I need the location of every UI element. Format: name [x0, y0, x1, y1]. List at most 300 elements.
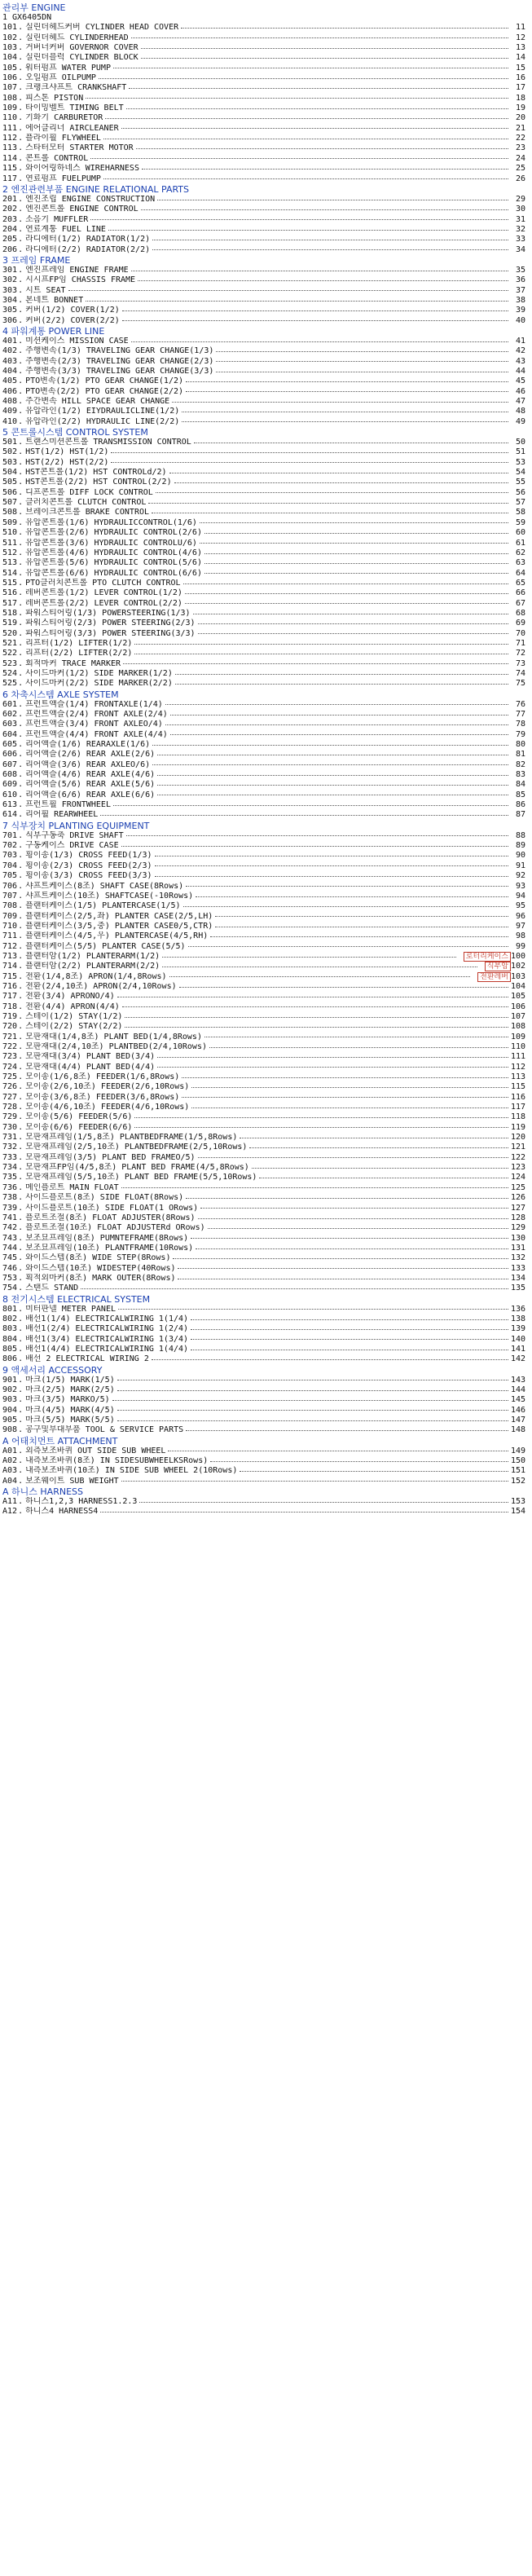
number-separator: . — [18, 1143, 24, 1152]
entry-number: 717 — [2, 992, 18, 1002]
dot-leader — [200, 522, 508, 523]
entry-number: 509 — [2, 517, 18, 527]
toc-entry[interactable] — [2, 235, 525, 244]
entry-title: 사이드마커(1/2) SIDE MARKER(1/2) — [25, 668, 173, 678]
toc-entry[interactable] — [2, 669, 525, 679]
entry-number: 602 — [2, 710, 18, 719]
toc-entry[interactable] — [2, 1305, 525, 1314]
dot-leader — [169, 976, 471, 977]
entry-number: 109 — [2, 103, 18, 113]
entry-number: 804 — [2, 1334, 18, 1344]
page-number: 40 — [515, 315, 525, 325]
number-separator: . — [18, 367, 24, 376]
toc-entry[interactable] — [2, 1093, 525, 1103]
toc-entry[interactable] — [2, 1052, 525, 1062]
number-separator: . — [18, 881, 24, 891]
toc-entry[interactable] — [2, 306, 525, 315]
entry-title: 주간변속 HILL SPACE GEAR CHANGE — [25, 397, 170, 407]
toc-entry[interactable] — [2, 478, 525, 487]
toc-entry[interactable] — [2, 922, 525, 931]
section-title: 6 차축시스템 AXLE SYSTEM — [2, 689, 119, 700]
toc-entry[interactable] — [2, 649, 525, 658]
toc-entry[interactable] — [2, 1012, 525, 1022]
toc-entry[interactable] — [2, 1456, 525, 1466]
toc-entry[interactable] — [2, 468, 525, 478]
toc-entry[interactable] — [2, 982, 525, 992]
number-separator: . — [18, 1122, 24, 1132]
toc-entry[interactable] — [2, 1345, 525, 1354]
entry-title: 샤프트케이스(8조) SHAFT CASE(8Rows) — [25, 881, 184, 891]
page-number: 16 — [515, 73, 525, 83]
number-separator: . — [18, 548, 24, 557]
entry-number: 802 — [2, 1314, 18, 1323]
page-number: 131 — [510, 1243, 525, 1253]
entry-number: 716 — [2, 981, 18, 991]
toc-entry[interactable] — [2, 1335, 525, 1345]
toc-entry[interactable] — [2, 508, 525, 517]
toc-entry[interactable] — [2, 266, 525, 275]
entry-number: 724 — [2, 1062, 18, 1072]
toc-entry[interactable] — [2, 539, 525, 548]
toc-entry[interactable] — [2, 1033, 525, 1042]
toc-entry[interactable] — [2, 1497, 525, 1507]
toc-entry[interactable] — [2, 800, 525, 810]
toc-entry[interactable] — [2, 94, 525, 103]
toc-entry[interactable] — [2, 376, 525, 386]
toc-entry[interactable] — [2, 215, 525, 225]
page-number: 25 — [515, 164, 525, 174]
page-number: 122 — [510, 1152, 525, 1162]
toc-entry[interactable] — [2, 1274, 525, 1284]
page-number: 97 — [515, 921, 525, 931]
toc-entry[interactable] — [2, 458, 525, 468]
toc-entry[interactable] — [2, 1234, 525, 1244]
toc-entry[interactable] — [2, 154, 525, 164]
toc-entry[interactable] — [2, 174, 525, 184]
toc-entry[interactable] — [2, 1193, 525, 1203]
dot-leader — [136, 148, 508, 149]
entry-title: 모판재프레임(3/5) PLANT BED FRAMEO/5) — [25, 1152, 196, 1162]
dot-leader — [125, 1027, 508, 1028]
page-number: 68 — [515, 608, 525, 618]
toc-entry[interactable] — [2, 124, 525, 134]
toc-entry[interactable] — [2, 83, 525, 93]
toc-entry[interactable] — [2, 679, 525, 689]
toc-entry[interactable] — [2, 1284, 525, 1293]
number-separator: . — [18, 992, 24, 1002]
toc-entry[interactable] — [2, 195, 525, 205]
toc-entry[interactable] — [2, 1385, 525, 1395]
number-separator: . — [18, 376, 24, 386]
number-separator: . — [18, 1284, 24, 1293]
entry-number: 714 — [2, 962, 18, 971]
toc-entry[interactable] — [2, 700, 525, 710]
number-separator: . — [18, 649, 24, 658]
entry-number: 406 — [2, 386, 18, 396]
page-number: 90 — [515, 851, 525, 861]
page-number: 142 — [510, 1354, 525, 1364]
toc-entry[interactable] — [2, 1466, 525, 1476]
entry-title: 실린더헤드커버 CYLINDER HEAD COVER — [25, 23, 179, 33]
entry-title: 스테이(1/2) STAY(1/2) — [25, 1011, 123, 1021]
toc-entry[interactable] — [2, 931, 525, 941]
number-separator: . — [18, 800, 24, 810]
toc-entry[interactable] — [2, 851, 525, 861]
toc-entry[interactable] — [2, 1314, 525, 1324]
toc-entry[interactable] — [2, 164, 525, 174]
number-separator: . — [18, 214, 24, 224]
number-separator: . — [18, 1243, 24, 1253]
entry-number: 608 — [2, 770, 18, 780]
toc-entry[interactable] — [2, 639, 525, 649]
page-number: 126 — [510, 1193, 525, 1203]
toc-entry[interactable] — [2, 810, 525, 820]
entry-title: 플랜터케이스(1/5) PLANTERCASE(1/5) — [25, 901, 181, 911]
toc-entry[interactable] — [2, 296, 525, 306]
entry-number: 806 — [2, 1354, 18, 1364]
entry-number: 707 — [2, 891, 18, 900]
toc-entry[interactable] — [2, 447, 525, 457]
entry-title: 주행변속(3/3) TRAVELING GEAR CHANGE(3/3) — [25, 367, 214, 376]
entry-title: 거버너커버 GOVERNOR COVER — [25, 43, 138, 53]
entry-number: 510 — [2, 528, 18, 538]
dot-leader — [122, 1006, 508, 1007]
toc-entry[interactable] — [2, 992, 525, 1002]
entry-number: 516 — [2, 588, 18, 598]
toc-entry[interactable] — [2, 134, 525, 143]
dot-leader — [204, 563, 508, 564]
page-number: 99 — [515, 941, 525, 951]
entry-title: 플랜터케이스(3/5,중) PLANTER CASE0/5,CTR) — [25, 921, 213, 931]
number-separator: . — [18, 1011, 24, 1021]
toc-entry[interactable] — [2, 498, 525, 508]
toc-entry[interactable] — [2, 518, 525, 528]
toc-entry[interactable] — [2, 528, 525, 538]
toc-entry[interactable] — [2, 1042, 525, 1052]
toc-entry[interactable] — [2, 64, 525, 73]
entry-title: 리프터(1/2) LIFTER(1/2) — [25, 638, 133, 648]
page-number: 153 — [510, 1497, 525, 1507]
toc-entry[interactable] — [2, 103, 525, 113]
dot-leader — [118, 1309, 508, 1310]
toc-entry[interactable] — [2, 1123, 525, 1133]
number-separator: . — [18, 73, 24, 83]
toc-entry[interactable] — [2, 43, 525, 53]
toc-entry[interactable] — [2, 1447, 525, 1456]
dot-leader — [121, 1481, 508, 1482]
toc-entry[interactable] — [2, 397, 525, 407]
entry-number: A01 — [2, 1446, 18, 1455]
page-number: 29 — [515, 194, 525, 204]
page-number: 37 — [515, 285, 525, 295]
toc-entry[interactable] — [2, 1253, 525, 1263]
page-number: 86 — [515, 800, 525, 810]
number-separator: . — [18, 306, 24, 315]
number-separator: . — [18, 1476, 24, 1486]
toc-entry[interactable] — [2, 1133, 525, 1143]
dot-leader — [121, 1187, 508, 1188]
page-number: 109 — [510, 1032, 525, 1041]
toc-entry[interactable] — [2, 1477, 525, 1486]
entry-title: 기화기 CARBURETOR — [25, 113, 103, 123]
dot-leader — [182, 1077, 508, 1078]
toc-entry[interactable] — [2, 1213, 525, 1223]
entry-number: 904 — [2, 1405, 18, 1415]
number-separator: . — [18, 941, 24, 951]
entry-title: 모이송(4/6,10조) FEEDER(4/6,10Rows) — [25, 1103, 190, 1112]
entry-title: 모판재대(1/4,8조) PLANT BED(1/4,8Rows) — [25, 1032, 202, 1041]
toc-entry[interactable] — [2, 1264, 525, 1274]
toc-entry[interactable] — [2, 790, 525, 800]
toc-entry[interactable] — [2, 1163, 525, 1173]
dot-leader — [155, 876, 508, 877]
page-number: 106 — [510, 1002, 525, 1011]
toc-entry[interactable] — [2, 831, 525, 841]
number-separator: . — [18, 971, 24, 981]
entry-title: 플랜터케이스(5/5) PLANTER CASE(5/5) — [25, 941, 186, 951]
number-separator: . — [18, 1425, 24, 1435]
toc-entry[interactable] — [2, 720, 525, 729]
entry-title: 전환(4/4) APRON(4/4) — [25, 1002, 120, 1011]
number-separator: . — [18, 1173, 24, 1182]
toc-entry[interactable] — [2, 488, 525, 498]
page-number: 42 — [515, 346, 525, 356]
entry-title: 보조웨이트 SUB WEIGHT — [25, 1476, 119, 1486]
toc-entry[interactable] — [2, 438, 525, 447]
number-separator: . — [18, 861, 24, 870]
number-separator: . — [18, 628, 24, 638]
toc-entry[interactable] — [2, 1153, 525, 1163]
entry-number: 905 — [2, 1416, 18, 1425]
page-number: 134 — [510, 1273, 525, 1283]
toc-entry[interactable] — [2, 23, 525, 33]
toc-entry[interactable] — [2, 740, 525, 750]
toc-entry[interactable] — [2, 629, 525, 639]
dot-leader — [139, 1502, 508, 1503]
entry-title: 플랜터암(1/2) PLANTERARM(1/2) — [25, 951, 160, 961]
toc-entry[interactable] — [2, 245, 525, 255]
toc-entry[interactable] — [2, 387, 525, 397]
number-separator: . — [18, 1324, 24, 1334]
dot-leader — [191, 1319, 508, 1320]
page-number: 93 — [515, 881, 525, 891]
toc-entry[interactable] — [2, 1072, 525, 1082]
toc-entry[interactable] — [2, 1425, 525, 1435]
dot-leader — [183, 906, 508, 907]
toc-entry[interactable] — [2, 892, 525, 901]
toc-entry[interactable] — [2, 286, 525, 296]
toc-entry[interactable] — [2, 861, 525, 871]
dot-leader — [99, 78, 508, 79]
toc-entry[interactable] — [2, 548, 525, 558]
toc-entry[interactable] — [2, 1082, 525, 1092]
dot-leader — [216, 351, 508, 352]
toc-entry[interactable] — [2, 599, 525, 609]
toc-entry[interactable] — [2, 659, 525, 669]
entry-title: 미션케이스 MISSION CASE — [25, 336, 129, 346]
number-separator: . — [18, 1385, 24, 1394]
toc-entry[interactable] — [2, 1103, 525, 1112]
entry-title: 플로트조절(8조) FLOAT ADJUSTER(8Rows) — [25, 1213, 196, 1222]
toc-entry[interactable] — [2, 367, 525, 376]
toc-entry[interactable] — [2, 1002, 525, 1012]
page-number: 88 — [515, 830, 525, 840]
dot-leader — [125, 1017, 508, 1018]
toc-entry[interactable] — [2, 588, 525, 598]
toc-entry[interactable] — [2, 1244, 525, 1253]
toc-entry[interactable] — [2, 1063, 525, 1072]
entry-title: 커버(2/2) COVER(2/2) — [25, 315, 120, 325]
dot-leader — [86, 98, 508, 99]
entry-title: 유압콘트롤(5/6) HYDRAULIC CONTROL(5/6) — [25, 558, 202, 568]
entry-number: 727 — [2, 1092, 18, 1102]
toc-entry[interactable] — [2, 770, 525, 780]
toc-entry[interactable] — [2, 143, 525, 153]
toc-entry[interactable] — [2, 1173, 525, 1182]
number-separator: . — [18, 638, 24, 648]
toc-entry[interactable] — [2, 952, 525, 962]
toc-entry[interactable] — [2, 225, 525, 235]
toc-entry[interactable] — [2, 1406, 525, 1416]
page-number: 130 — [510, 1233, 525, 1243]
entry-number: 722 — [2, 1042, 18, 1051]
entry-title: 모판재프FP임(4/5,8조) PLANT BED FRAME(4/5,8Rows) — [25, 1163, 249, 1173]
toc-entry[interactable] — [2, 972, 525, 982]
number-separator: . — [18, 1233, 24, 1243]
number-separator: . — [18, 1133, 24, 1143]
dot-leader — [198, 1218, 508, 1219]
page-number: 50 — [515, 438, 525, 447]
toc-entry[interactable] — [2, 962, 525, 971]
dot-leader — [191, 1329, 508, 1330]
toc-entry[interactable] — [2, 882, 525, 892]
page-number: 49 — [515, 416, 525, 426]
toc-entry[interactable] — [2, 1143, 525, 1152]
toc-entry[interactable] — [2, 1507, 525, 1517]
entry-number: 607 — [2, 760, 18, 769]
toc-entry[interactable] — [2, 760, 525, 770]
number-separator: . — [18, 164, 24, 174]
toc-entry[interactable] — [2, 871, 525, 881]
entry-title: 배선1(1/4) ELECTRICALWIRING 1(1/4) — [25, 1314, 189, 1323]
toc-entry[interactable] — [2, 275, 525, 285]
annotation-tag: 로터리케이스 — [464, 952, 511, 962]
page-number: 125 — [510, 1182, 525, 1192]
number-separator: . — [18, 113, 24, 123]
toc-entry[interactable] — [2, 1022, 525, 1032]
entry-title: 사이드플로트(10조) SIDE FLOAT(1 ORows) — [25, 1203, 199, 1213]
number-separator: . — [18, 275, 24, 285]
number-separator: . — [18, 598, 24, 608]
toc-entry[interactable] — [2, 750, 525, 760]
toc-entry[interactable] — [2, 841, 525, 851]
number-separator: . — [18, 1253, 24, 1263]
toc-entry[interactable] — [2, 1183, 525, 1193]
toc-entry[interactable] — [2, 579, 525, 588]
dot-leader — [108, 230, 508, 231]
page-number: 26 — [515, 174, 525, 183]
toc-entry[interactable] — [2, 942, 525, 952]
page-number: 96 — [515, 911, 525, 921]
section-title: 7 식부장치 PLANTING EQUIPMENT — [2, 820, 150, 831]
toc-entry[interactable] — [2, 1324, 525, 1334]
toc-entry[interactable] — [2, 346, 525, 356]
toc-entry[interactable] — [2, 569, 525, 579]
page-number: 11 — [515, 23, 525, 33]
toc-entry[interactable] — [2, 1112, 525, 1122]
toc-entry[interactable] — [2, 205, 525, 214]
toc-entry[interactable] — [2, 558, 525, 568]
page-number: 66 — [515, 588, 525, 598]
dot-leader — [249, 1147, 508, 1148]
entry-title: 내측보조바퀴(8조) IN SIDESUBWHEELKSRows) — [25, 1456, 209, 1466]
entry-title: 모이송(3/6,8조) FEEDER(3/6,8Rows) — [25, 1092, 180, 1102]
toc-entry[interactable] — [2, 53, 525, 63]
toc-entry[interactable] — [2, 1223, 525, 1233]
page-number: 51 — [515, 447, 525, 457]
toc-entry[interactable] — [2, 912, 525, 922]
toc-entry[interactable] — [2, 1376, 525, 1385]
number-separator: . — [18, 1072, 24, 1082]
page-number: 128 — [510, 1213, 525, 1222]
toc-entry[interactable] — [2, 1204, 525, 1213]
entry-title: PTO클러치콘트롤 PTO CLUTCH CONTROL — [25, 578, 181, 588]
page-number: 108 — [510, 1022, 525, 1032]
entry-title: 클러치콘트롤 CLUTCH CONTROL — [25, 498, 147, 508]
toc-entry[interactable] — [2, 1416, 525, 1425]
entry-title: 실린더블럭 CYLINDER BLOCK — [25, 53, 138, 63]
toc-entry[interactable] — [2, 113, 525, 123]
toc-entry[interactable] — [2, 1395, 525, 1405]
entry-title: 에어클리너 AIRCLEANER — [25, 123, 119, 133]
number-separator: . — [18, 356, 24, 366]
number-separator: . — [18, 153, 24, 163]
toc-entry[interactable] — [2, 710, 525, 720]
toc-entry[interactable] — [2, 901, 525, 911]
entry-title: 콘트롤 CONTROL — [25, 153, 89, 163]
toc-entry[interactable] — [2, 609, 525, 619]
entry-number: 746 — [2, 1263, 18, 1273]
entry-title: 프런트휠 FRONTWHEEL — [25, 800, 111, 810]
number-separator: . — [18, 558, 24, 568]
dot-leader — [210, 1461, 508, 1462]
toc-entry[interactable] — [2, 316, 525, 326]
entry-number: 525 — [2, 679, 18, 689]
toc-entry[interactable] — [2, 357, 525, 367]
entry-number: 306 — [2, 315, 18, 325]
number-separator: . — [18, 780, 24, 790]
entry-number: 734 — [2, 1163, 18, 1173]
toc-entry[interactable] — [2, 33, 525, 43]
toc-entry[interactable] — [2, 1354, 525, 1364]
toc-entry[interactable] — [2, 337, 525, 346]
page-number: 94 — [515, 891, 525, 900]
toc-entry[interactable] — [2, 417, 525, 427]
entry-number: 517 — [2, 598, 18, 608]
entry-title: 라디에터(1/2) RADIATOR(1/2) — [25, 235, 151, 244]
toc-entry[interactable] — [2, 407, 525, 416]
number-separator: . — [18, 1304, 24, 1314]
toc-entry[interactable] — [2, 730, 525, 740]
entry-title: 모판재프레임(1/5,8조) PLANTBEDFRAME(1/5,8Rows) — [25, 1133, 238, 1143]
entry-title: 리어액슬(6/6) REAR AXLE(6/6) — [25, 790, 156, 799]
entry-title: 외측보조바퀴 OUT SIDE SUB WHEEL — [25, 1446, 166, 1455]
toc-entry[interactable] — [2, 619, 525, 628]
page-number: 150 — [510, 1456, 525, 1466]
entry-number: 605 — [2, 740, 18, 750]
toc-entry[interactable] — [2, 780, 525, 790]
toc-entry[interactable] — [2, 73, 525, 83]
